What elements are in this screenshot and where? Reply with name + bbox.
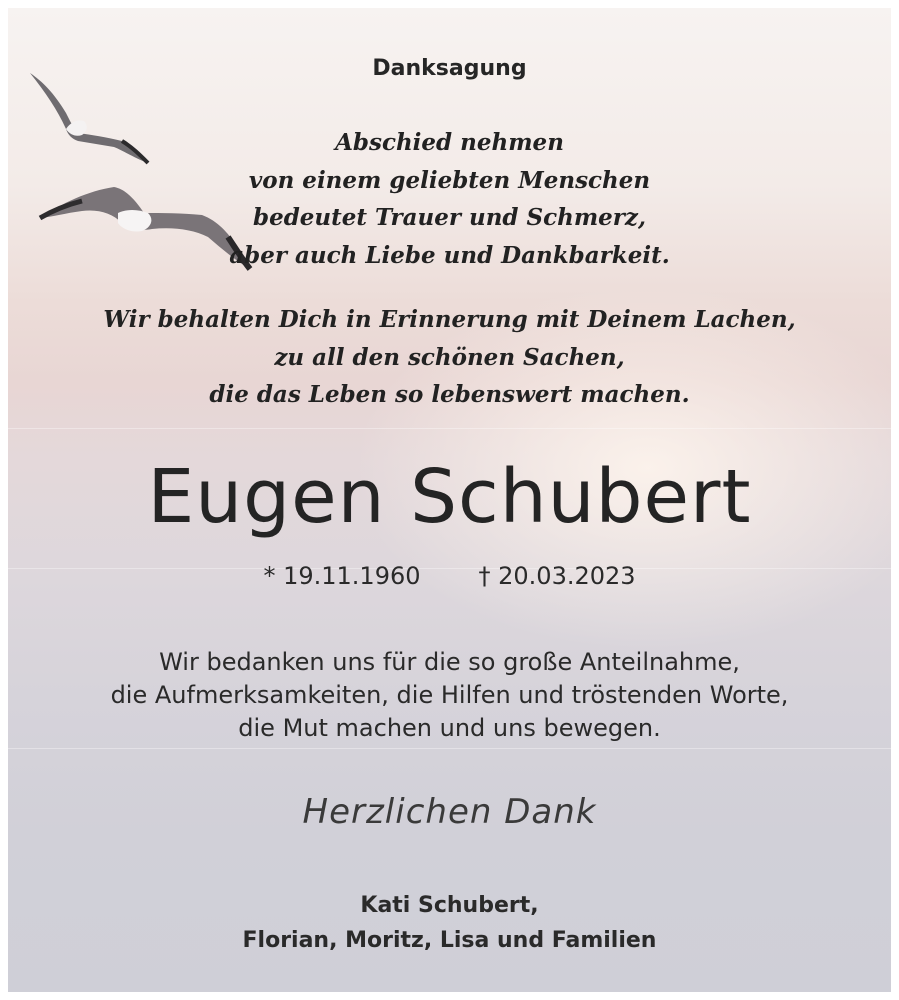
water-shimmer: [8, 748, 891, 749]
family-line: Kati Schubert,: [360, 893, 539, 918]
poem-stanza-1: [8, 124, 891, 274]
poem-line: von einem geliebten Menschen: [248, 166, 651, 194]
poem-line: aber auch Liebe und Dankbarkeit.: [229, 241, 670, 269]
poem-line: Abschied nehmen: [335, 129, 564, 156]
thanks-line: die Mut machen und uns bewegen.: [238, 714, 661, 742]
poem-line: zu all den schönen Sachen,: [274, 343, 625, 371]
death-date: † 20.03.2023: [478, 562, 636, 590]
life-dates: [8, 562, 891, 590]
poem-line: Wir behalten Dich in Erinnerung mit Deinem Lachen,: [103, 306, 796, 333]
thanks-message: [8, 646, 891, 745]
poem-stanza-2: [8, 301, 891, 414]
poem-line: die das Leben so lebenswert machen.: [209, 381, 690, 408]
family-line: Florian, Moritz, Lisa und Familien: [242, 928, 657, 953]
birth-date: * 19.11.1960: [263, 562, 421, 590]
deceased-name: Eugen Schubert: [147, 454, 752, 540]
thanks-line: Wir bedanken uns für die so große Anteilnahme,: [159, 648, 740, 676]
page-title: Danksagung: [372, 56, 527, 81]
thanks-line: die Aufmerksamkeiten, die Hilfen und tröstenden Worte,: [110, 681, 789, 709]
water-shimmer: [8, 428, 891, 429]
closing-phrase: Herzlichen Dank: [302, 792, 597, 832]
family-signature: [8, 888, 891, 958]
poem-line: bedeutet Trauer und Schmerz,: [252, 204, 646, 231]
obituary-card: [8, 8, 891, 992]
